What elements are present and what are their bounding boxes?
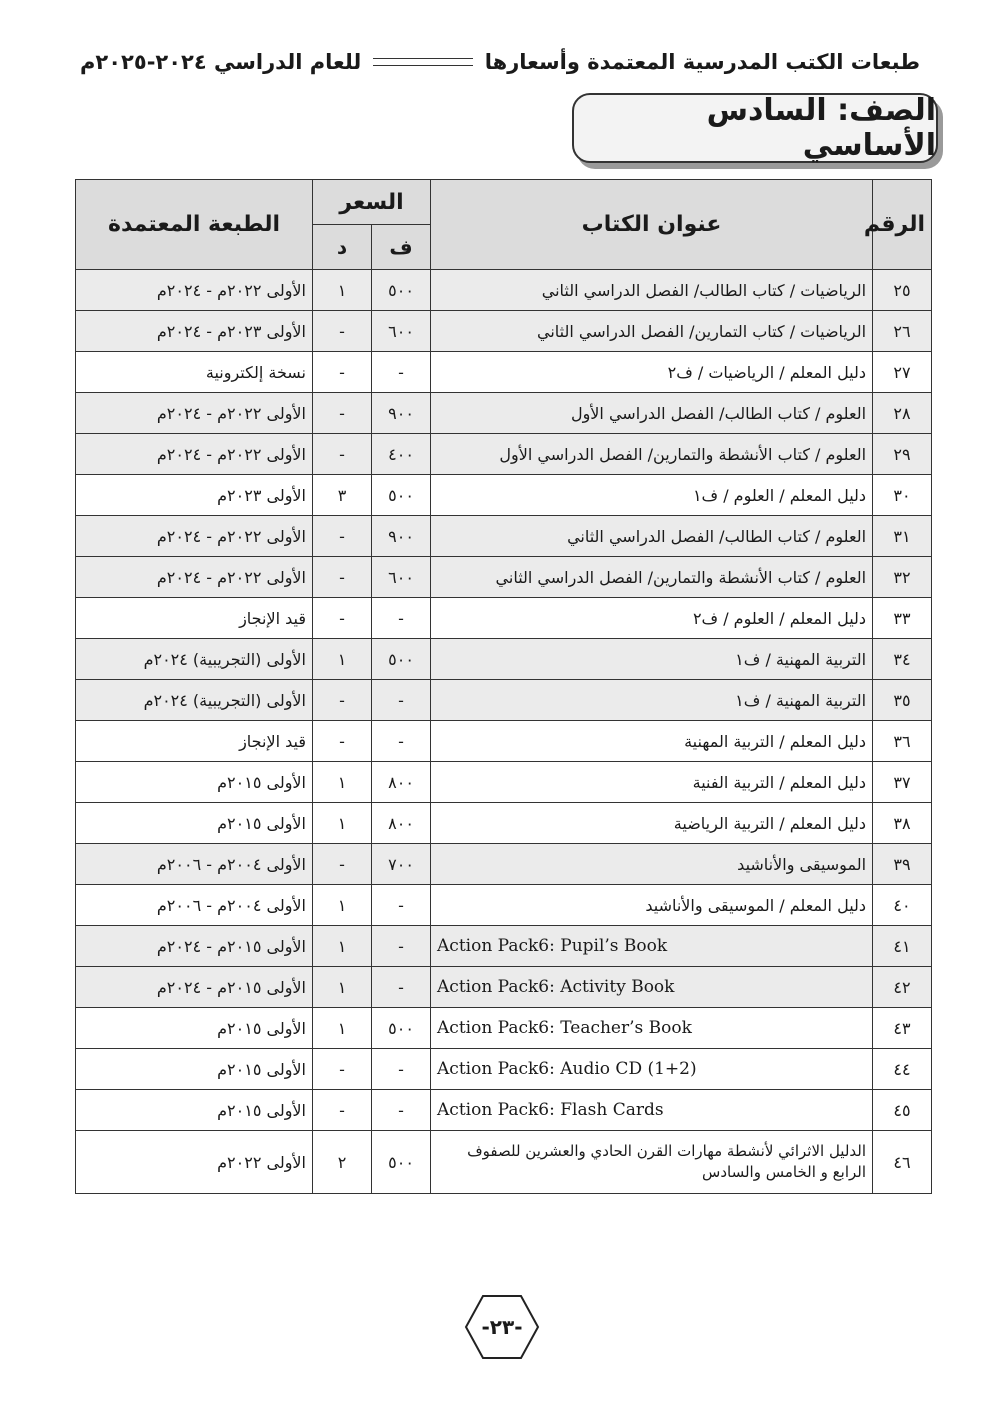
- table-row: [76, 352, 932, 393]
- approved-edition: الأولى ٢٠١٥م: [76, 1090, 313, 1131]
- approved-edition: الأولى ٢٠٢٢م - ٢٠٢٤م: [76, 270, 313, 311]
- price-fils: ٦٠٠: [372, 557, 431, 598]
- row-number: ٣٨: [873, 803, 932, 844]
- book-title: دليل المعلم / التربية المهنية: [431, 721, 873, 762]
- table-row: [76, 680, 932, 721]
- row-number: ٤٥: [873, 1090, 932, 1131]
- table-row: [76, 598, 932, 639]
- approved-edition: الأولى ٢٠٢٢م - ٢٠٢٤م: [76, 516, 313, 557]
- table-row: [76, 557, 932, 598]
- book-title: دليل المعلم / العلوم / ف٢: [431, 598, 873, 639]
- book-title: التربية المهنية / ف١: [431, 680, 873, 721]
- price-dinar: ١: [313, 270, 372, 311]
- price-fils: -: [372, 967, 431, 1008]
- table-row: [76, 434, 932, 475]
- table-row: [76, 311, 932, 352]
- price-fils: ٥٠٠: [372, 1131, 431, 1194]
- book-title: دليل المعلم / العلوم / ف١: [431, 475, 873, 516]
- header-dinar: د: [313, 225, 372, 270]
- approved-edition: الأولى (التجريبية) ٢٠٢٤م: [76, 639, 313, 680]
- price-dinar: ١: [313, 967, 372, 1008]
- approved-edition: قيد الإنجاز: [76, 721, 313, 762]
- row-number: ٢٧: [873, 352, 932, 393]
- row-number: ٤٤: [873, 1049, 932, 1090]
- price-dinar: -: [313, 516, 372, 557]
- table-row: [76, 393, 932, 434]
- price-fils: ٨٠٠: [372, 803, 431, 844]
- table-row: [76, 475, 932, 516]
- header-double-rule: [373, 58, 472, 66]
- table-row: [76, 1008, 932, 1049]
- approved-edition: نسخة إلكترونية: [76, 352, 313, 393]
- book-title: دليل المعلم / الموسيقى والأناشيد: [431, 885, 873, 926]
- row-number: ٣٢: [873, 557, 932, 598]
- price-dinar: ٣: [313, 475, 372, 516]
- price-dinar: -: [313, 311, 372, 352]
- approved-edition: الأولى ٢٠١٥م: [76, 1049, 313, 1090]
- price-fils: -: [372, 598, 431, 639]
- table-row: [76, 844, 932, 885]
- approved-edition: الأولى ٢٠٢٢م - ٢٠٢٤م: [76, 434, 313, 475]
- price-dinar: -: [313, 1049, 372, 1090]
- grade-title-box: [572, 93, 938, 163]
- price-fils: ٩٠٠: [372, 516, 431, 557]
- table-row: [76, 885, 932, 926]
- book-title: دليل المعلم / الرياضيات / ف٢: [431, 352, 873, 393]
- row-number: ٢٩: [873, 434, 932, 475]
- price-dinar: -: [313, 844, 372, 885]
- row-number: ٣٥: [873, 680, 932, 721]
- row-number: ٢٨: [873, 393, 932, 434]
- table-row: [76, 803, 932, 844]
- header-year: للعام الدراسي ٢٠٢٤-٢٠٢٥م: [80, 50, 362, 74]
- price-dinar: -: [313, 1090, 372, 1131]
- book-title: التربية المهنية / ف١: [431, 639, 873, 680]
- book-title: Action Pack6: Pupil’s Book: [431, 926, 873, 967]
- price-fils: ٧٠٠: [372, 844, 431, 885]
- price-fils: -: [372, 352, 431, 393]
- price-dinar: -: [313, 434, 372, 475]
- price-dinar: ١: [313, 885, 372, 926]
- row-number: ٤٦: [873, 1131, 932, 1194]
- header-title: طبعات الكتب المدرسية المعتمدة وأسعارها: [484, 50, 920, 74]
- table-row: [76, 516, 932, 557]
- price-dinar: -: [313, 680, 372, 721]
- table-row: [76, 639, 932, 680]
- approved-edition: الأولى ٢٠١٥م: [76, 762, 313, 803]
- approved-edition: الأولى ٢٠٢٣م: [76, 475, 313, 516]
- book-title: Action Pack6: Activity Book: [431, 967, 873, 1008]
- table-row: [76, 1090, 932, 1131]
- price-dinar: -: [313, 352, 372, 393]
- price-fils: -: [372, 680, 431, 721]
- book-title: العلوم / كتاب الأنشطة والتمارين/ الفصل الدراسي الثاني: [431, 557, 873, 598]
- row-number: ٢٦: [873, 311, 932, 352]
- price-fils: ٥٠٠: [372, 270, 431, 311]
- header-num: الرقم: [873, 180, 932, 270]
- table-row: [76, 721, 932, 762]
- table-row: [76, 1049, 932, 1090]
- book-title: الدليل الاثرائي لأنشطة مهارات القرن الحادي والعشرين للصفوف الرابع و الخامس والسادس: [431, 1131, 873, 1194]
- book-title: العلوم / كتاب الأنشطة والتمارين/ الفصل الدراسي الأول: [431, 434, 873, 475]
- row-number: ٤١: [873, 926, 932, 967]
- approved-edition: الأولى ٢٠١٥م - ٢٠٢٤م: [76, 967, 313, 1008]
- approved-edition: الأولى ٢٠١٥م: [76, 803, 313, 844]
- approved-edition: الأولى ٢٠٢٢م - ٢٠٢٤م: [76, 557, 313, 598]
- book-title: العلوم / كتاب الطالب/ الفصل الدراسي الأول: [431, 393, 873, 434]
- price-fils: ٨٠٠: [372, 762, 431, 803]
- row-number: ٣١: [873, 516, 932, 557]
- table-row: [76, 1131, 932, 1194]
- row-number: ٣٦: [873, 721, 932, 762]
- table-row: [76, 967, 932, 1008]
- approved-edition: الأولى ٢٠٢٣م - ٢٠٢٤م: [76, 311, 313, 352]
- row-number: ٤٠: [873, 885, 932, 926]
- table-row: [76, 762, 932, 803]
- row-number: ٣٩: [873, 844, 932, 885]
- running-header: [80, 42, 920, 82]
- price-dinar: ١: [313, 926, 372, 967]
- price-dinar: ١: [313, 639, 372, 680]
- header-price: السعر: [313, 180, 431, 225]
- approved-edition: الأولى (التجريبية) ٢٠٢٤م: [76, 680, 313, 721]
- book-title: دليل المعلم / التربية الرياضية: [431, 803, 873, 844]
- price-fils: ٤٠٠: [372, 434, 431, 475]
- page-number-badge: [464, 1294, 540, 1360]
- price-fils: -: [372, 926, 431, 967]
- price-dinar: ١: [313, 762, 372, 803]
- price-fils: ٥٠٠: [372, 639, 431, 680]
- book-title: Action Pack6: Audio CD (1+2): [431, 1049, 873, 1090]
- price-fils: ٥٠٠: [372, 475, 431, 516]
- table-row: [76, 926, 932, 967]
- book-title: Action Pack6: Flash Cards: [431, 1090, 873, 1131]
- grade-title: الصف: السادس الأساسي: [706, 93, 936, 163]
- book-title: الرياضيات / كتاب التمارين/ الفصل الدراسي الثاني: [431, 311, 873, 352]
- books-table: [75, 179, 932, 1194]
- header-title: عنوان الكتاب: [431, 180, 873, 270]
- approved-edition: الأولى ٢٠٢٢م: [76, 1131, 313, 1194]
- price-fils: ٥٠٠: [372, 1008, 431, 1049]
- book-title: الرياضيات / كتاب الطالب/ الفصل الدراسي الثاني: [431, 270, 873, 311]
- row-number: ٤٣: [873, 1008, 932, 1049]
- approved-edition: الأولى ٢٠١٥م - ٢٠٢٤م: [76, 926, 313, 967]
- approved-edition: الأولى ٢٠٠٤م - ٢٠٠٦م: [76, 885, 313, 926]
- table-row: [76, 270, 932, 311]
- book-title: الموسيقى والأناشيد: [431, 844, 873, 885]
- price-fils: -: [372, 721, 431, 762]
- book-title: العلوم / كتاب الطالب/ الفصل الدراسي الثاني: [431, 516, 873, 557]
- price-dinar: ١: [313, 1008, 372, 1049]
- price-fils: ٩٠٠: [372, 393, 431, 434]
- row-number: ٣٧: [873, 762, 932, 803]
- row-number: ٤٢: [873, 967, 932, 1008]
- price-dinar: -: [313, 598, 372, 639]
- price-fils: -: [372, 885, 431, 926]
- price-fils: ٦٠٠: [372, 311, 431, 352]
- price-dinar: -: [313, 721, 372, 762]
- price-fils: -: [372, 1090, 431, 1131]
- approved-edition: الأولى ٢٠١٥م: [76, 1008, 313, 1049]
- page-number: -٢٣-: [481, 1315, 523, 1339]
- book-title: Action Pack6: Teacher’s Book: [431, 1008, 873, 1049]
- price-dinar: -: [313, 557, 372, 598]
- price-fils: -: [372, 1049, 431, 1090]
- header-fils: ف: [372, 225, 431, 270]
- row-number: ٢٥: [873, 270, 932, 311]
- price-dinar: ١: [313, 803, 372, 844]
- header-edition: الطبعة المعتمدة: [76, 180, 313, 270]
- book-title: دليل المعلم / التربية الفنية: [431, 762, 873, 803]
- row-number: ٣٤: [873, 639, 932, 680]
- row-number: ٣٠: [873, 475, 932, 516]
- approved-edition: الأولى ٢٠٢٢م - ٢٠٢٤م: [76, 393, 313, 434]
- price-dinar: -: [313, 393, 372, 434]
- price-dinar: ٢: [313, 1131, 372, 1194]
- row-number: ٣٣: [873, 598, 932, 639]
- approved-edition: قيد الإنجاز: [76, 598, 313, 639]
- approved-edition: الأولى ٢٠٠٤م - ٢٠٠٦م: [76, 844, 313, 885]
